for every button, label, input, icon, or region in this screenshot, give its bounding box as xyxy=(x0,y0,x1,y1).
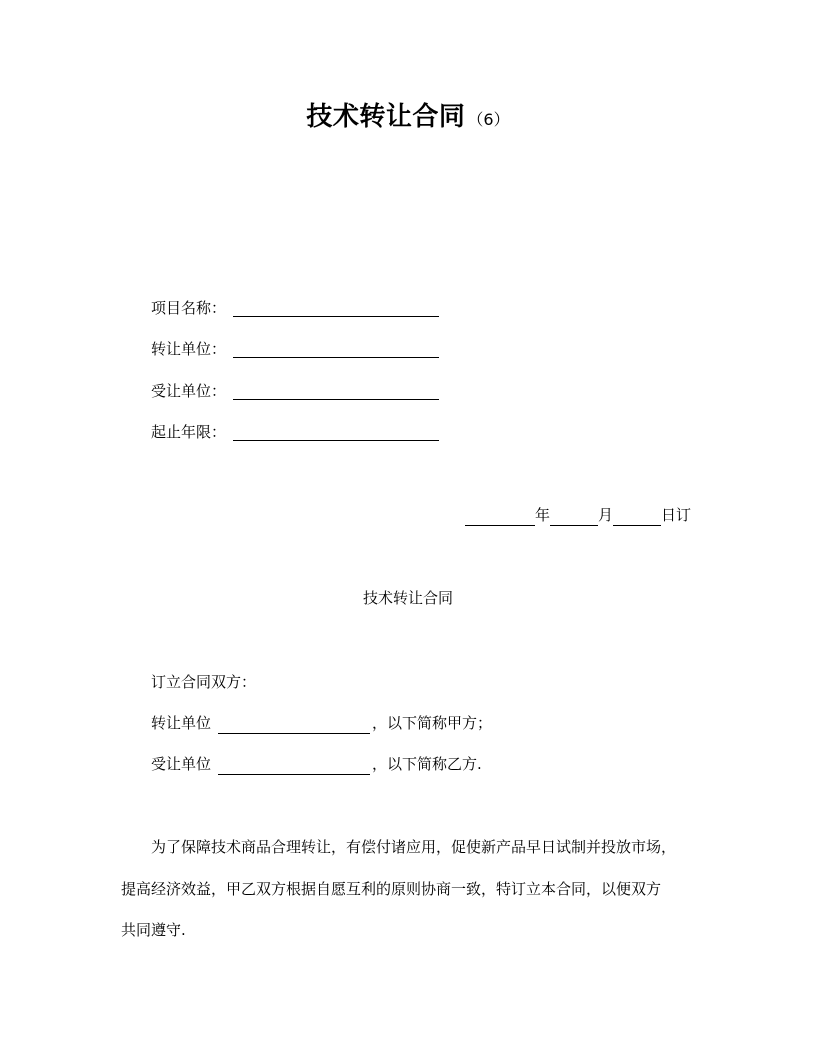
preamble-line-1: 为了保障技术商品合理转让，有偿付诸应用，促使新产品早日试制并投放市场， xyxy=(151,838,677,856)
preamble-line-2: 提高经济效益，甲乙双方根据自愿互利的原则协商一致，特订立本合同，以便双方 xyxy=(121,880,662,898)
project-name-label: 项目名称： xyxy=(151,299,227,317)
transferee-party-label: 受让单位 xyxy=(151,755,212,773)
project-name-field xyxy=(151,297,226,319)
transferee-label: 受让单位： xyxy=(151,382,227,400)
month-label: 月 xyxy=(598,506,614,524)
day-label: 日订 xyxy=(661,506,692,524)
transferee-field xyxy=(151,380,226,402)
project-name-blank[interactable] xyxy=(233,297,439,317)
term-field xyxy=(151,421,226,443)
transferor-label: 转让单位： xyxy=(151,340,227,358)
term-blank[interactable] xyxy=(233,421,439,441)
transferor-blank[interactable] xyxy=(233,338,439,358)
title-main: 技术转让合同 xyxy=(306,102,466,132)
transferee-party-line xyxy=(151,753,482,775)
contract-subtitle: 技术转让合同 xyxy=(362,589,453,607)
transferor-field xyxy=(151,338,226,360)
transferee-party-blank[interactable] xyxy=(218,757,370,775)
day-blank[interactable] xyxy=(613,508,661,526)
transferor-party-line xyxy=(151,712,492,734)
term-label: 起止年限： xyxy=(151,423,227,441)
document-title xyxy=(0,96,816,133)
signing-date xyxy=(465,504,691,526)
preamble-line-3: 共同遵守. xyxy=(121,921,186,939)
year-blank[interactable] xyxy=(465,508,535,526)
transferor-party-suffix: ，以下简称甲方； xyxy=(372,714,493,732)
transferee-blank[interactable] xyxy=(233,380,439,400)
transferor-party-blank[interactable] xyxy=(218,716,370,734)
parties-intro: 订立合同双方： xyxy=(151,673,257,691)
title-suffix: （6） xyxy=(467,110,510,129)
transferor-party-label: 转让单位 xyxy=(151,714,212,732)
month-blank[interactable] xyxy=(550,508,598,526)
transferee-party-suffix: ，以下简称乙方. xyxy=(372,755,482,773)
year-label: 年 xyxy=(535,506,551,524)
